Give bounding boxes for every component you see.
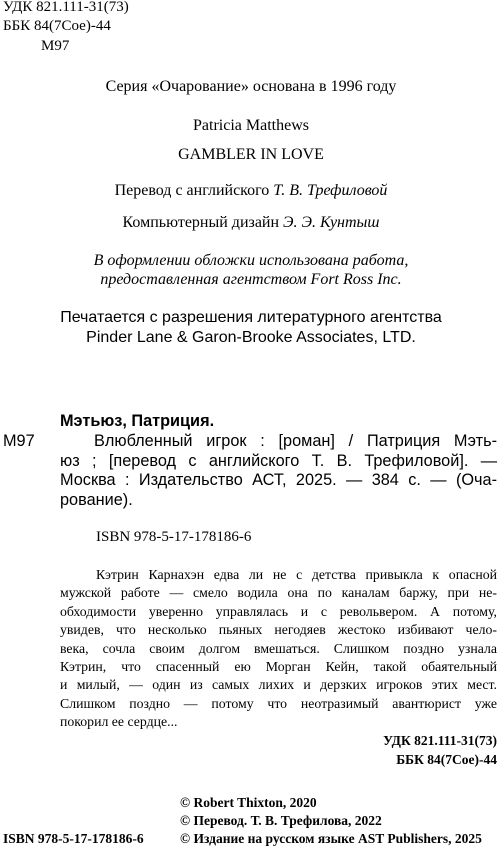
annotation-line: обходимости уверенно управлялась и с револьвером. А потому,: [60, 603, 497, 619]
bib-line: рование).: [60, 490, 133, 509]
cover-note-line-1: В оформлении обложки использована работа,: [93, 252, 409, 269]
annotation-line: Слишком поздно — потому что неотразимый авантюрист уже: [60, 695, 497, 711]
bib-line: Влюбленный игрок : [роман] / Патриция Мэть-: [94, 432, 497, 450]
translator-name: Т. В. Трефиловой: [273, 182, 388, 199]
translation-credit: [0, 182, 502, 200]
bbk-code: ББК 84(7Сое)-44: [3, 18, 111, 34]
bib-author-mark: М97: [3, 432, 35, 450]
annotation-line: Кэтрин, что спасенный ею Морган Кейн, такой обаятельный: [60, 659, 497, 675]
original-author: Patricia Matthews: [193, 117, 309, 134]
design-credit: [0, 214, 502, 232]
translation-label: Перевод с английского: [114, 182, 274, 199]
permission-line-1: Печатается с разрешения литературного агентства: [60, 309, 442, 326]
copyright-line: © Издание на русском языке AST Publishers, 2025: [180, 831, 482, 846]
author-mark: М97: [41, 38, 70, 54]
bib-isbn: ISBN 978-5-17-178186-6: [96, 529, 252, 545]
annotation-line: века, сочла своим долгом вмешаться. Слишком поздно узнала: [60, 640, 497, 656]
copyright-line: © Robert Thixton, 2020: [180, 795, 317, 810]
annotation-line: увидев, что несколько пьяных негодяев жестоко избивают чело-: [60, 622, 497, 638]
annotation-line: и милый, — один из самых лихих и дерзких игроков этих мест.: [60, 677, 497, 693]
designer-name: Э. Э. Кунтыш: [283, 214, 380, 231]
annotation-line: мужской работе — смело водила она по каналам баржу, при не-: [60, 585, 497, 601]
cover-note-line-2: предоставленная агентством Fort Ross Inc.: [100, 271, 402, 288]
bib-line: юз ; [перевод с английского Т. В. Трефиловой]. —: [60, 451, 497, 470]
original-title: GAMBLER IN LOVE: [178, 146, 324, 163]
bib-heading: Мэтьюз, Патриция.: [60, 412, 215, 430]
bottom-udk-code: УДК 821.111-31(73): [383, 733, 497, 748]
udk-code: УДК 821.111-31(73): [3, 0, 129, 15]
bib-description: [60, 432, 497, 510]
annotation-line: покорил ее сердце...: [60, 714, 178, 730]
bottom-bbk-code: ББК 84(7Сое)-44: [396, 752, 497, 767]
series-note: Серия «Очарование» основана в 1996 году: [105, 78, 397, 95]
annotation: [0, 566, 497, 732]
permission-line-2: Pinder Lane & Garon-Brooke Associates, LTD.: [86, 329, 416, 346]
copyright-line: © Перевод. Т. В. Трефилова, 2022: [180, 813, 382, 828]
design-label: Компьютерный дизайн: [122, 214, 284, 231]
isbn-bottom: ISBN 978-5-17-178186-6: [3, 831, 144, 846]
bib-line: Москва : Издательство АСТ, 2025. — 384 с. — (Оча-: [60, 471, 497, 490]
annotation-line: Кэтрин Карнахэн едва ли не с детства привыкла к опасной: [96, 567, 497, 582]
